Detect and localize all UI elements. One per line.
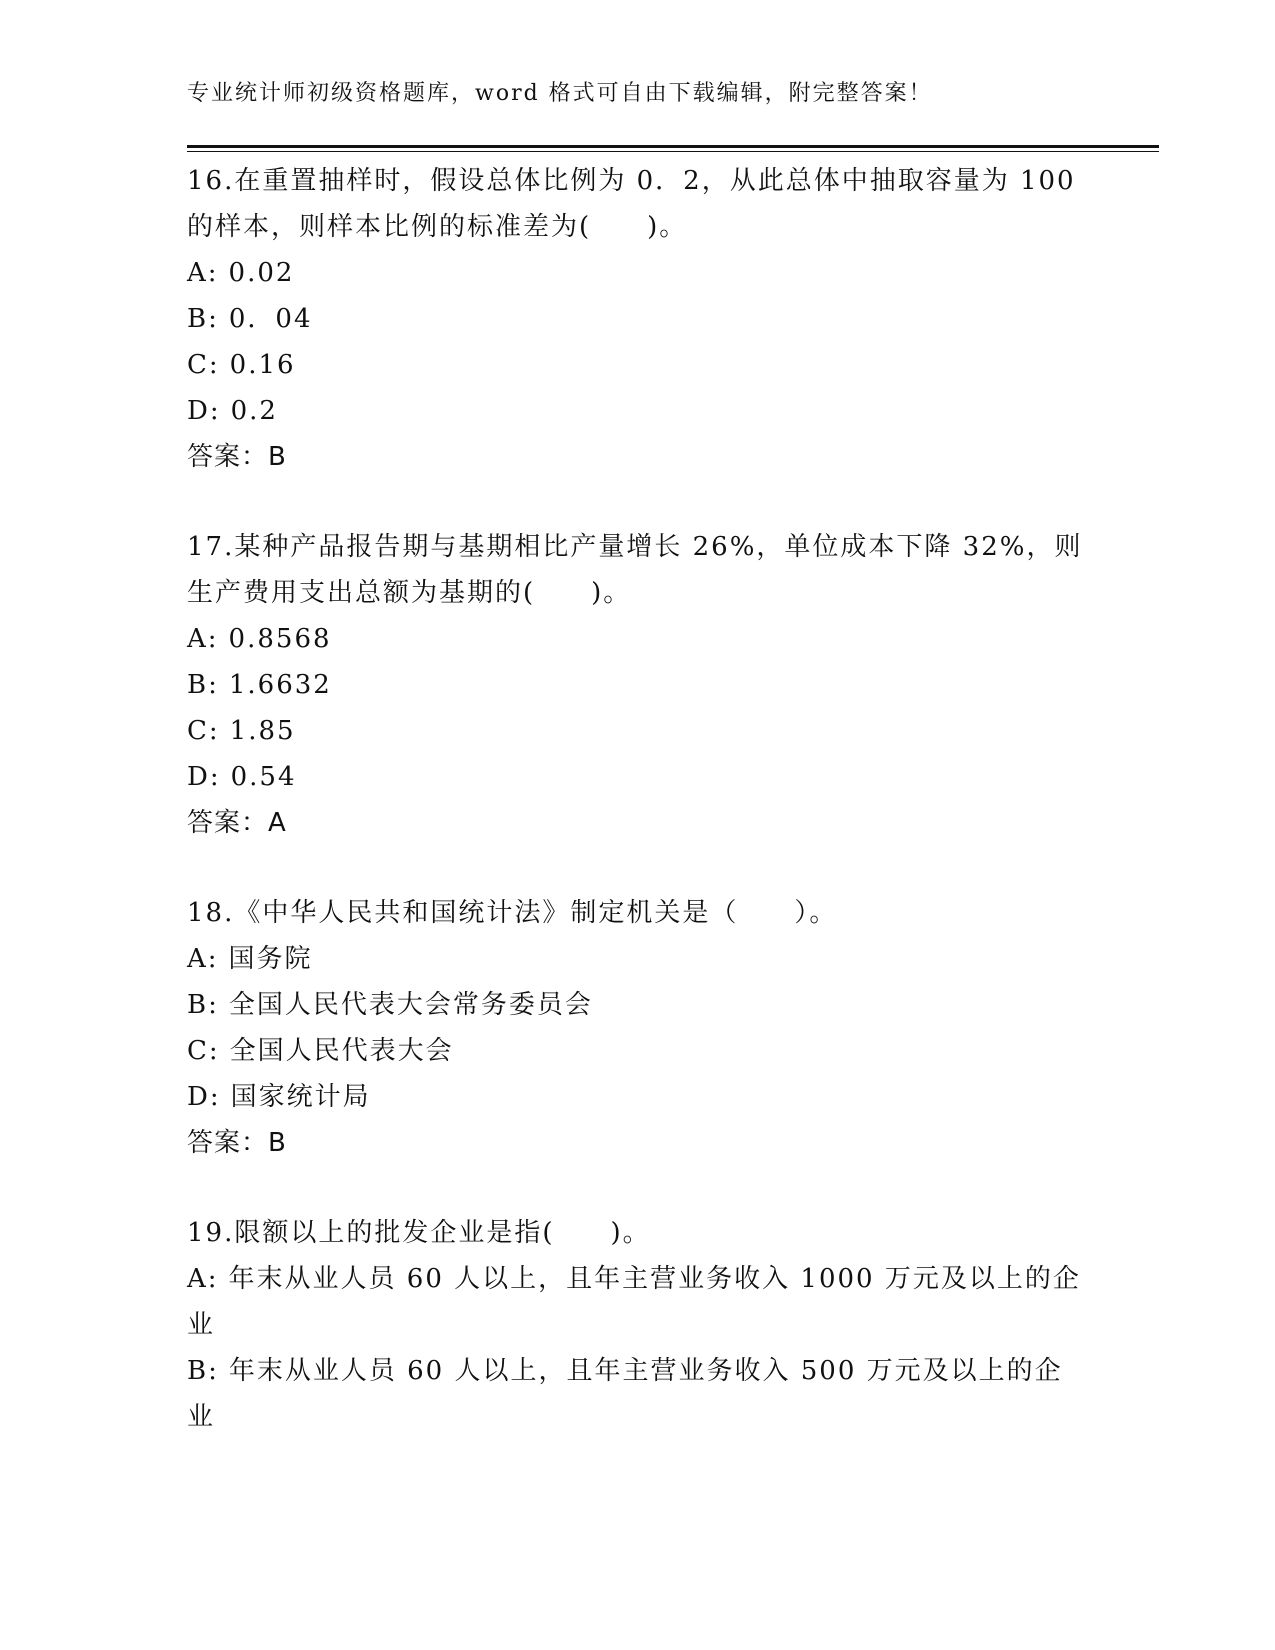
option-text: 0.54 bbox=[230, 762, 297, 792]
option-d bbox=[187, 1074, 1087, 1120]
option-text: 年末从业人员 60 人以上，且年主营业务收入 1000 万元及以上的企业 bbox=[187, 1264, 1081, 1340]
option-letter: B: bbox=[187, 990, 219, 1020]
option-c bbox=[187, 708, 1087, 754]
header-divider-thick bbox=[187, 145, 1159, 148]
option-letter: D: bbox=[187, 1082, 221, 1112]
option-c bbox=[187, 342, 1087, 388]
option-text: 年末从业人员 60 人以上，且年主营业务收入 500 万元及以上的企业 bbox=[187, 1356, 1063, 1432]
option-letter: A: bbox=[187, 1264, 219, 1294]
option-text: 国务院 bbox=[228, 944, 313, 974]
question-17 bbox=[187, 524, 1087, 846]
option-letter: C: bbox=[187, 716, 220, 746]
question-stem: 19.限额以上的批发企业是指( )。 bbox=[187, 1218, 651, 1248]
option-a bbox=[187, 936, 1087, 982]
option-b bbox=[187, 296, 1087, 342]
option-text: 全国人民代表大会常务委员会 bbox=[228, 990, 593, 1020]
answer-line: 答案：B bbox=[187, 1128, 287, 1158]
option-c bbox=[187, 1028, 1087, 1074]
option-d bbox=[187, 388, 1087, 434]
option-text: 0.02 bbox=[228, 258, 295, 288]
document-header-note: 专业统计师初级资格题库，word 格式可自由下载编辑，附完整答案！ bbox=[187, 81, 933, 106]
option-b bbox=[187, 1348, 1087, 1440]
option-letter: B: bbox=[187, 670, 219, 700]
answer-line: 答案：A bbox=[187, 808, 287, 838]
question-stem: 16.在重置抽样时，假设总体比例为 0．2，从此总体中抽取容量为 100 的样本，则样本比例的标准差为( )。 bbox=[187, 166, 1076, 242]
question-list bbox=[187, 158, 1087, 1484]
question-stem: 18.《中华人民共和国统计法》制定机关是（ ）。 bbox=[187, 898, 838, 928]
option-letter: A: bbox=[187, 258, 219, 288]
question-18 bbox=[187, 890, 1087, 1166]
option-text: 1.6632 bbox=[228, 670, 332, 700]
answer-line: 答案：B bbox=[187, 442, 287, 472]
option-b bbox=[187, 982, 1087, 1028]
option-letter: C: bbox=[187, 350, 220, 380]
option-a bbox=[187, 250, 1087, 296]
option-d bbox=[187, 754, 1087, 800]
option-text: 0.16 bbox=[229, 350, 296, 380]
option-letter: D: bbox=[187, 396, 221, 426]
option-text: 0.8568 bbox=[228, 624, 332, 654]
question-stem: 17.某种产品报告期与基期相比产量增长 26%，单位成本下降 32%，则生产费用支出总额为基期的( )。 bbox=[187, 532, 1083, 608]
option-letter: D: bbox=[187, 762, 221, 792]
option-text: 1.85 bbox=[229, 716, 296, 746]
option-a bbox=[187, 616, 1087, 662]
option-letter: B: bbox=[187, 304, 219, 334]
option-text: 全国人民代表大会 bbox=[229, 1036, 454, 1066]
option-a bbox=[187, 1256, 1087, 1348]
option-b bbox=[187, 662, 1087, 708]
option-letter: B: bbox=[187, 1356, 219, 1386]
question-16 bbox=[187, 158, 1087, 480]
option-letter: A: bbox=[187, 624, 219, 654]
option-text: 0．04 bbox=[228, 304, 313, 334]
header-divider-thin bbox=[187, 151, 1159, 152]
option-text: 0.2 bbox=[230, 396, 278, 426]
option-letter: C: bbox=[187, 1036, 220, 1066]
option-letter: A: bbox=[187, 944, 219, 974]
option-text: 国家统计局 bbox=[230, 1082, 371, 1112]
question-19 bbox=[187, 1210, 1087, 1440]
